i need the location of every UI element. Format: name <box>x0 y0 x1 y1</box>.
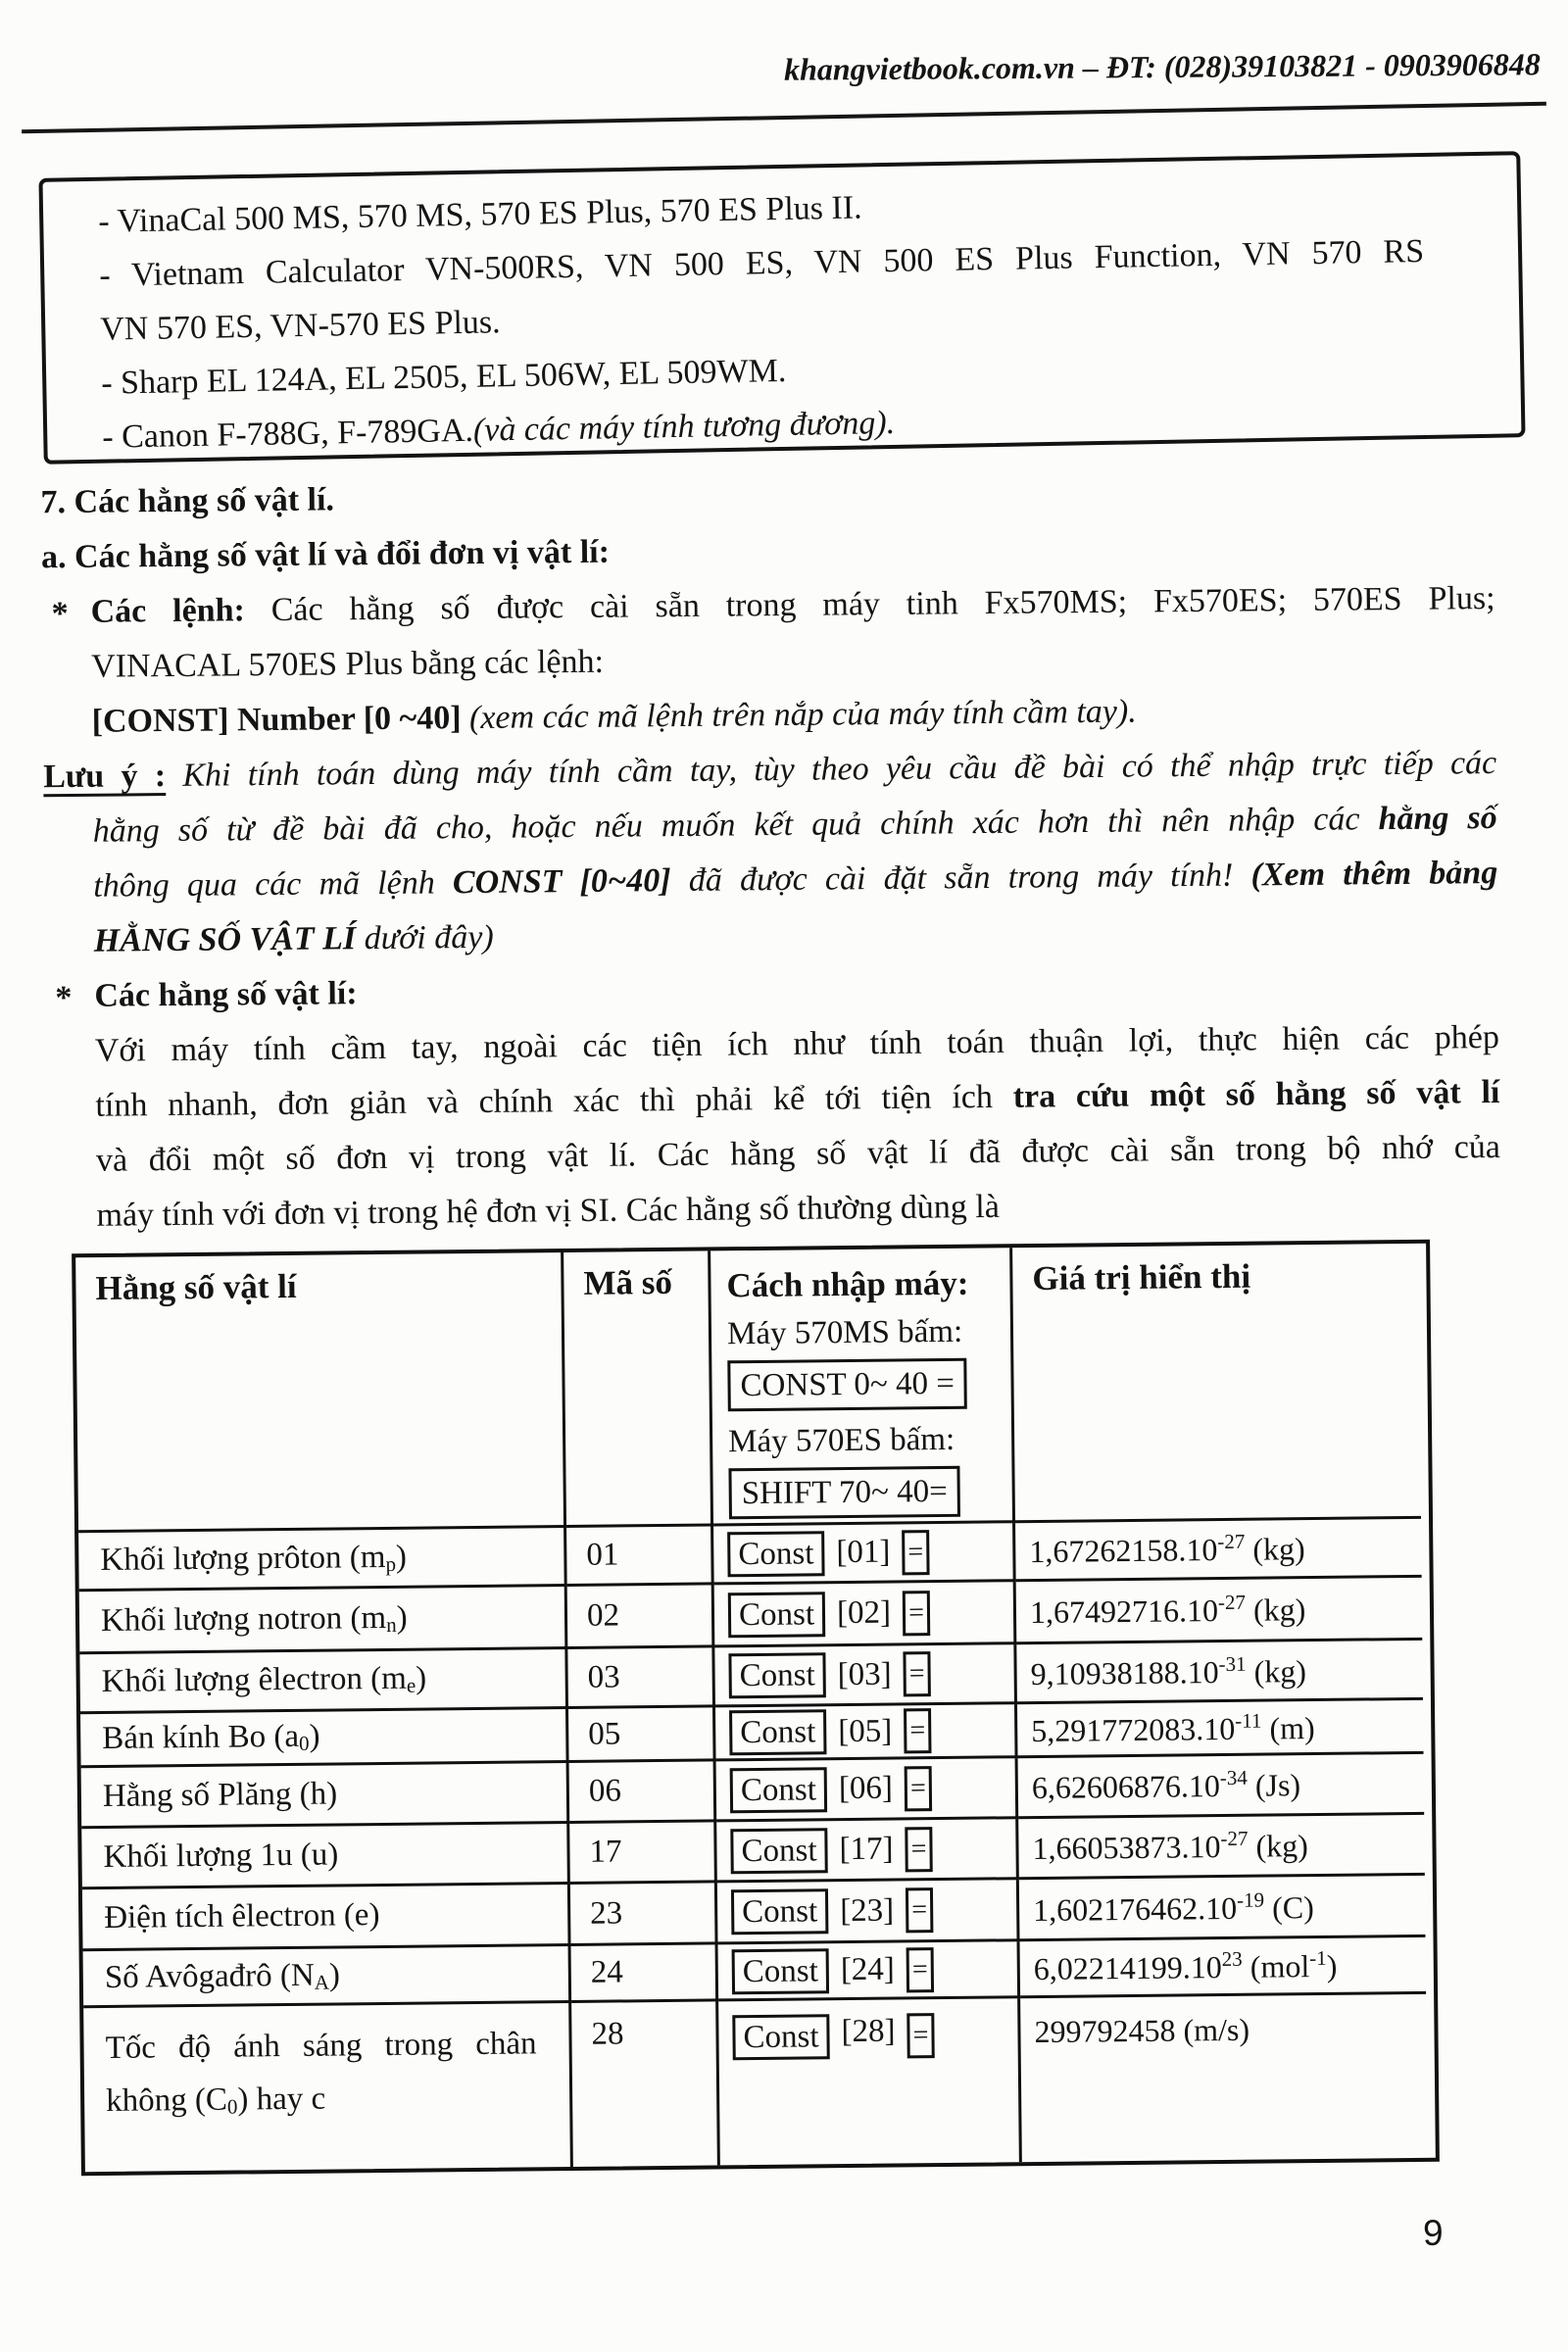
header-divider <box>22 102 1546 134</box>
note-line-1: Lưu ý : Khi tính toán dùng máy tính cầm tay, tùy theo yêu cầu đề bài có thể nhập trực tiếp các <box>43 745 1497 796</box>
input-method-cell: Const [17] = <box>716 1819 1019 1883</box>
constant-name-cell: Số Avôgađrô $(N_A)$ <box>83 1946 572 2008</box>
calculator-list-box <box>38 151 1525 465</box>
star-bullet: * <box>55 979 73 1017</box>
value-cell: $9,10938188.10^{-31}$ (kg) <box>1016 1641 1423 1704</box>
value-cell: $5,291772083.10^{-11}$ (m) <box>1017 1700 1424 1758</box>
calculator-list-item: VN 570 ES, VN-570 ES Plus. <box>99 304 501 348</box>
value-cell: $1,67262158.10^{-27}$ (kg) <box>1015 1519 1422 1582</box>
commands-line-2: VINACAL 570ES Plus bằng các lệnh: <box>90 643 605 685</box>
method-570es-label: Máy 570ES bấm: <box>727 1421 956 1460</box>
page-header-text: khangvietbook.com.vn – ĐT: (028)39103821 - 0903906848 <box>784 46 1542 87</box>
code-cell: 06 <box>569 1761 717 1824</box>
col-header-code: Mã số <box>564 1250 713 1528</box>
value-cell: $6,62606876.10^{-34}$ (Js) <box>1018 1754 1425 1819</box>
code-cell: 28 <box>571 2001 720 2167</box>
note-line-3: thông qua các mã lệnh CONST [0~40] đã được cài đặt sẵn trong máy tính! (Xem thêm bảng <box>93 855 1498 905</box>
value-cell: 6,02214199.10$^{23}$ (mol$^{-1}$) <box>1020 1937 1427 1998</box>
col-header-constant: Hằng số vật lí <box>75 1252 566 1533</box>
value-cell: $1,67492716.10^{-27}$ (kg) <box>1016 1578 1423 1644</box>
commands-line-1: * Các lệnh: Các hằng số được cài sẵn trong máy tinh Fx570MS; Fx570ES; 570ES Plus; <box>0 570 1566 640</box>
equals-key-icon: = <box>905 1827 932 1872</box>
constant-name-cell: Tốc độ ánh sáng trong chân không $(C_0)$ hay c <box>83 2003 573 2172</box>
method-570ms-label: Máy 570MS bấm: <box>726 1313 963 1352</box>
code-cell: 02 <box>567 1585 715 1649</box>
const-range-key: CONST 0~ 40 = <box>727 1358 967 1412</box>
equals-key-icon: = <box>906 1887 933 1933</box>
equals-key-icon: = <box>903 1651 930 1696</box>
code-cell: 17 <box>569 1822 717 1885</box>
note-line-4: HẰNG SỐ VẬT LÍ dưới đây) <box>93 918 494 959</box>
const-key: Const <box>730 1767 828 1813</box>
input-method-cell: Const [24] = <box>718 1941 1021 2001</box>
const-key: Const <box>727 1531 825 1577</box>
input-method-cell: Const [02] = <box>714 1582 1017 1647</box>
col-header-method <box>710 1248 1015 1526</box>
equals-key-icon: = <box>906 1947 934 1992</box>
calculator-list-item: - Vietnam Calculator VN-500RS, VN 500 ES, VN 500 ES Plus Function, VN 570 RS <box>98 232 1425 294</box>
calculator-list-item: - VinaCal 500 MS, 570 MS, 570 ES Plus, 570 ES Plus II. <box>97 189 862 240</box>
value-cell: 299792458 (m/s) <box>1034 2011 1250 2050</box>
code-cell: 03 <box>567 1647 715 1709</box>
equals-key-icon: = <box>902 1530 929 1575</box>
const-key: Const <box>728 1592 826 1638</box>
constant-name-cell: Khối lượng 1u (u) <box>81 1824 570 1889</box>
const-key: Const <box>729 1709 827 1755</box>
constants-table <box>72 1240 1440 2176</box>
shift-range-key: SHIFT 70~ 40= <box>728 1466 960 1519</box>
body-text-block <box>0 461 1568 1244</box>
constant-name-cell: Khối lượng êlectron $(m_e)$ <box>79 1649 568 1714</box>
value-cell: $1,66053873.10^{-27}$ (kg) <box>1018 1815 1425 1880</box>
col-header-value: Giá trị hiển thị <box>1012 1244 1421 1523</box>
const-key: Const <box>728 1652 826 1698</box>
equals-key-icon: = <box>905 1766 932 1811</box>
const-key: Const <box>732 2014 830 2060</box>
constant-name-cell: Khối lượng notron $(m_n)$ <box>79 1587 568 1654</box>
star-bullet: * <box>51 596 69 633</box>
input-method-cell: Const [28] = <box>718 1998 1022 2165</box>
const-key: Const <box>731 1888 829 1935</box>
calculator-list-item: - Canon F-788G, F-789GA.(và các máy tính tương đương). <box>101 404 896 456</box>
constant-name-cell: Khối lượng prôton $(m_p)$ <box>78 1528 567 1592</box>
code-cell: 24 <box>571 1944 719 2003</box>
code-cell: 23 <box>570 1883 718 1946</box>
note-line-2: hằng số từ đề bài đã cho, hoặc nếu muốn kết quả chính xác hơn thì nên nhập các hằng số <box>92 800 1497 850</box>
method-title: Cách nhập máy: <box>726 1263 969 1305</box>
equals-key-icon: = <box>906 2013 934 2058</box>
input-method-cell: Const [23] = <box>717 1880 1020 1944</box>
input-method-cell: Const [05] = <box>715 1704 1018 1761</box>
input-method-cell: Const [06] = <box>716 1758 1019 1822</box>
value-cell: $1,602176462.10^{-19}$ (C) <box>1019 1876 1426 1941</box>
const-command-line: [CONST] Number [0 ~40] (xem các mã lệnh trên nắp của máy tính cầm tay). <box>91 693 1137 740</box>
const-key: Const <box>732 1948 830 1994</box>
page-number: 9 <box>1423 2213 1444 2253</box>
code-cell: 05 <box>568 1707 716 1763</box>
paragraph-line-2: tính nhanh, đơn giản và chính xác thì phải kể tới tiện ích tra cứu một số hằng số vật lí <box>95 1074 1500 1124</box>
const-key: Const <box>730 1828 828 1874</box>
constant-name-cell: Điện tích êlectron (e) <box>82 1885 571 1951</box>
input-method-cell: Const [01] = <box>713 1523 1016 1585</box>
input-method-cell: Const [03] = <box>714 1644 1017 1707</box>
code-cell: 01 <box>566 1526 714 1587</box>
equals-key-icon: = <box>904 1708 931 1753</box>
section-a-heading: a. Các hằng số vật lí và đổi đơn vị vật lí: <box>40 533 611 576</box>
constants-heading: * Các hằng số vật lí: <box>1 955 1568 1024</box>
constant-name-cell: Hằng số Plăng (h) <box>81 1763 570 1829</box>
section-7-heading: 7. Các hằng số vật lí. <box>40 481 335 521</box>
constant-name-cell: Bán kính Bo $(a_0)$ <box>80 1709 569 1768</box>
paragraph-line-4: máy tính với đơn vị trong hệ đơn vị SI. Các hằng số thường dùng là <box>96 1188 1001 1234</box>
calculator-list-item: - Sharp EL 124A, EL 2505, EL 506W, EL 509WM. <box>100 352 787 402</box>
paragraph-line-3: và đổi một số đơn vị trong vật lí. Các hằng số vật lí đã được cài sẵn trong bộ nhớ của <box>95 1128 1501 1179</box>
equals-key-icon: = <box>903 1591 930 1636</box>
paragraph-line-1: Với máy tính cầm tay, ngoài các tiện ích như tính toán thuận lợi, thực hiện các phép <box>94 1019 1500 1069</box>
